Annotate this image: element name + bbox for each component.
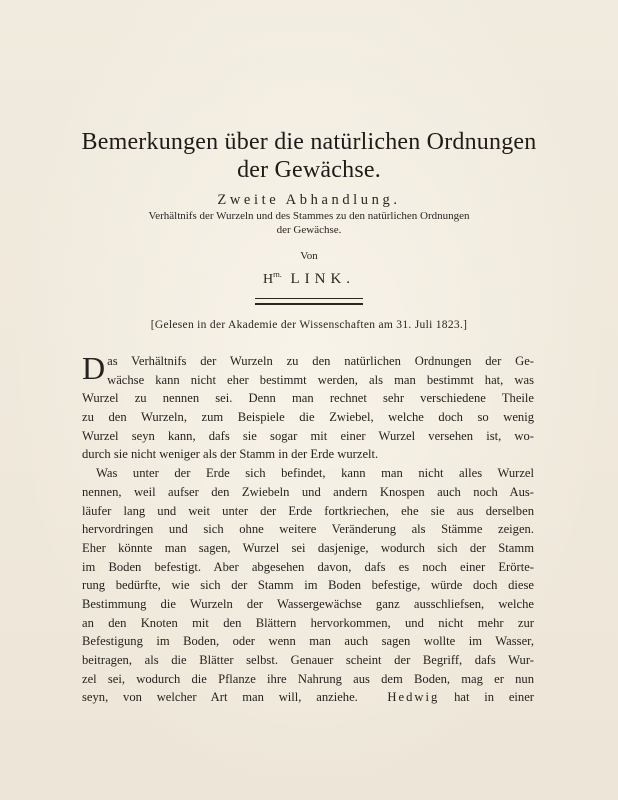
name-hedwig: Hedwig xyxy=(387,690,440,705)
body-line: an den Knoten mit den Blättern hervorkommen, und nicht mehr zur xyxy=(82,615,534,630)
body-line: durch sie nicht weniger als der Stamm in der Erde wurzelt. xyxy=(82,447,379,462)
body-line-final xyxy=(82,688,534,707)
body-line: Befestigung im Boden, oder wenn man auch sagen wollte im Wasser, xyxy=(82,634,534,649)
body-line: zel sei, wodurch die Pflanze ihre Nahrung aus dem Boden, mag er nun xyxy=(82,671,534,686)
body-line: as Verhältnifs der Wurzeln zu den natürlichen Ordnungen der Ge- xyxy=(107,354,534,368)
body-line: zu den Wurzeln, zum Beispiele die Zwiebel, welche doch so wenig xyxy=(82,410,534,425)
page-title-line-2: der Gewächse. xyxy=(237,157,381,183)
body-line: im Boden befestigt. Aber abgesehen davon, dafs es noch einer Erörte- xyxy=(82,559,534,574)
body-line: rung bedürfte, wie sich der Stamm im Boden befestige, würde doch diese xyxy=(82,578,534,593)
body-line: Wurzel zu nennen sei. Denn man rechnet sehr verschiedene Theile xyxy=(82,391,534,406)
description-line-2: der Gewächse. xyxy=(276,224,342,236)
body-line: Bestimmung die Wurzeln der Wassergewächse ganz ausschliefsen, welche xyxy=(82,596,534,611)
decorative-double-rule xyxy=(255,298,363,305)
von-label: Von xyxy=(300,250,318,262)
body-line: Was unter der Erde sich befindet, kann man nicht alles Wurzel xyxy=(96,466,534,481)
body-line: wächse kann nicht eher bestimmt werden, als man bestimmt hat, was xyxy=(107,372,534,387)
body-line: Eher könnte man sagen, Wurzel sei dasjenige, wodurch sich der Stamm xyxy=(82,540,534,555)
author-honorific-sup: rn. xyxy=(273,270,282,279)
body-line-final-start: seyn, von welcher Art man will, anziehe. xyxy=(82,690,358,705)
read-note: [Gelesen in der Akademie der Wissenschaften am 31. Juli 1823.] xyxy=(150,319,468,331)
body-line: läufer lang und weit unter der Erde fortkriechen, ehe sie aus derselben xyxy=(82,503,534,518)
drop-cap: D xyxy=(82,350,106,386)
author-honorific-base: H xyxy=(262,272,274,287)
body-line: nennen, weil aufser den Zwiebeln und andern Knospen auch noch Aus- xyxy=(82,484,534,499)
body-paragraphs xyxy=(82,352,534,707)
author-name: LINK. xyxy=(290,271,356,287)
author-line xyxy=(40,270,578,288)
author-honorific xyxy=(263,272,282,287)
body-line: beitragen, als die Blätter selbst. Genauer scheint der Begriff, dafs Wur- xyxy=(82,653,534,667)
body-line: hervordringen und sich ohne weitere Veränderung als Stämme zeigen. xyxy=(82,522,534,537)
description-line-1: Verhältnifs der Wurzeln und des Stammes zu den natürlichen Ordnungen xyxy=(148,210,470,222)
subtitle: Zweite Abhandlung. xyxy=(217,192,401,208)
body-line-final-tail: hat in einer xyxy=(439,690,534,705)
page-title-line-1: Bemerkungen über die natürlichen Ordnungen xyxy=(81,129,537,155)
body-line: Wurzel seyn kann, dafs sie sogar mit einer Wurzel versehen ist, wo- xyxy=(82,428,534,443)
